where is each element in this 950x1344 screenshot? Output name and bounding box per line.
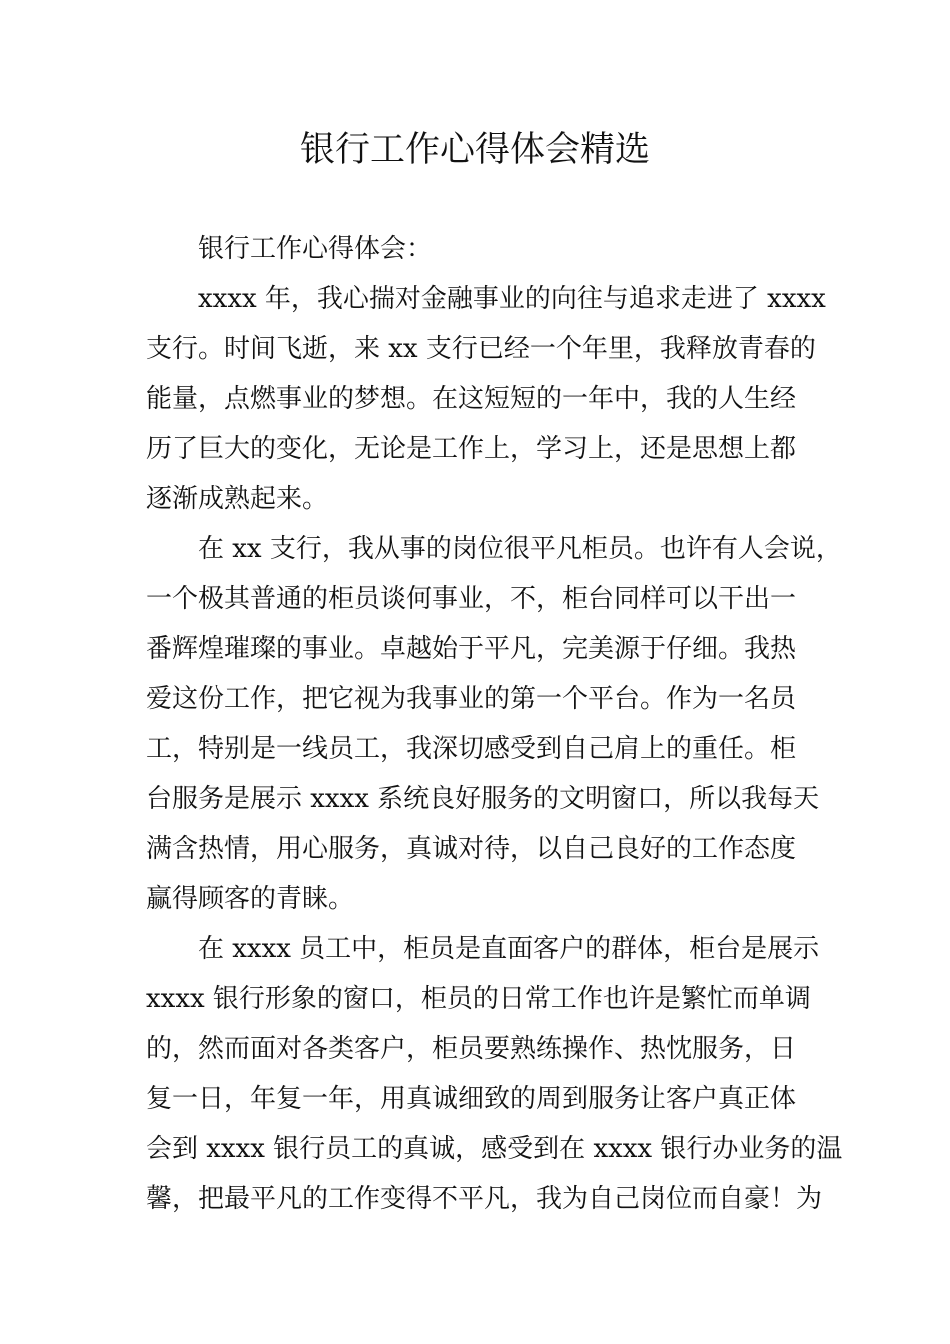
text-line: 逐渐成熟起来。	[146, 484, 329, 514]
text-line: 银行工作心得体会：	[198, 234, 433, 264]
paragraph-teller-role	[146, 524, 842, 924]
text-line: 爱这份工作，把它视为我事业的第一个平台。作为一名员	[146, 684, 797, 714]
text-line: 复一日，年复一年，用真诚细致的周到服务让客户真正体	[146, 1084, 797, 1114]
text-line: 会到 xxxx 银行员工的真诚，感受到在 xxxx 银行办业务的温	[146, 1134, 843, 1164]
text-line: 赢得顾客的青睐。	[146, 884, 355, 914]
text-line: 番辉煌璀璨的事业。卓越始于平凡，完美源于仔细。我热	[146, 634, 797, 664]
text-line: 满含热情，用心服务，真诚对待，以自己良好的工作态度	[146, 834, 797, 864]
text-line: 在 xxxx 员工中，柜员是直面客户的群体，柜台是展示	[198, 934, 820, 964]
text-line: 能量，点燃事业的梦想。在这短短的一年中，我的人生经	[146, 384, 797, 414]
text-line: 台服务是展示 xxxx 系统良好服务的文明窗口，所以我每天	[146, 784, 820, 814]
document-body	[146, 224, 843, 1224]
text-line: 历了巨大的变化，无论是工作上，学习上，还是思想上都	[146, 434, 797, 464]
text-line: 一个极其普通的柜员谈何事业，不，柜台同样可以干出一	[146, 584, 797, 614]
paragraph-teller-service	[146, 924, 843, 1224]
text-line: xxxx 银行形象的窗口，柜员的日常工作也许是繁忙而单调	[146, 984, 811, 1014]
paragraph-greeting	[146, 224, 810, 274]
text-line: 支行。时间飞逝，来 xx 支行已经一个年里，我释放青春的	[146, 334, 816, 364]
text-line: xxxx 年，我心揣对金融事业的向往与追求走进了 xxxx	[198, 284, 826, 314]
text-line: 在 xx 支行，我从事的岗位很平凡柜员。也许有人会说，	[198, 534, 842, 564]
text-line: 的，然而面对各类客户，柜员要熟练操作、热忱服务，日	[146, 1034, 797, 1064]
text-line: 工，特别是一线员工，我深切感受到自己肩上的重任。柜	[146, 734, 797, 764]
paragraph-intro	[146, 274, 826, 524]
text-line: 馨，把最平凡的工作变得不平凡，我为自己岗位而自豪！为	[146, 1184, 823, 1214]
document-title: 银行工作心得体会精选	[299, 130, 650, 170]
